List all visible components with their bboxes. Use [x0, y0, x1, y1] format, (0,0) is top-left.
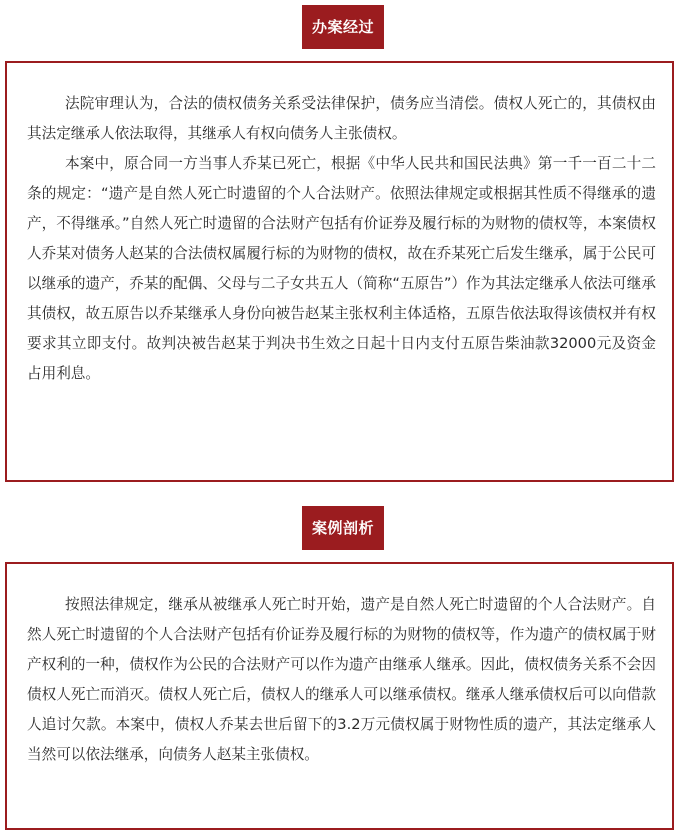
case-analysis-panel: [5, 562, 674, 830]
case-process-paragraph-2: 本案中，原合同一方当事人乔某已死亡，根据《中华人民共和国民法典》第一千一百二十二条的规定：“遗产是自然人死亡时遗留的个人合法财产。依照法律规定或根据其性质不得继承的遗产，不得继承。”自然人死亡时遗留的合法财产包括有价证券及履行标的为财物的债权等，本案债权人乔某对债务人赵某的合法债权属履行标的为财物的债权，故在乔某死亡后发生继承，属于公民可以继承的遗产，乔某的配偶、父母与二子女共五人（简称“五原告”）作为其法定继承人依法可继承其债权，故五原告以乔某继承人身份向被告赵某主张权利主体适格，五原告依法取得该债权并有权要求其立即支付。故判决被告赵某于判决书生效之日起十日内支付五原告柴油款32000元及资金占用利息。: [27, 155, 656, 382]
case-analysis-paragraph-1: 按照法律规定，继承从被继承人死亡时开始，遗产是自然人死亡时遗留的个人合法财产。自然人死亡时遗留的个人合法财产包括有价证券及履行标的为财物的债权等，作为遗产的债权属于财产权利的一种，债权作为公民的合法财产可以作为遗产由继承人继承。因此，债权债务关系不会因债权人死亡而消灭。债权人死亡后，债权人的继承人可以继承债权。继承人继承债权后可以向借款人追讨欠款。本案中，债权人乔某去世后留下的3.2万元债权属于财物性质的遗产，其法定继承人当然可以依法继承，向债务人赵某主张债权。: [27, 596, 656, 763]
section-title-case-analysis: 案例剖析: [302, 506, 384, 550]
section-title-case-process: 办案经过: [302, 5, 384, 49]
case-process-paragraph-1: 法院审理认为，合法的债权债务关系受法律保护，债务应当清偿。债权人死亡的，其债权由其法定继承人依法取得，其继承人有权向债务人主张债权。: [27, 95, 656, 142]
case-process-panel: [5, 61, 674, 482]
